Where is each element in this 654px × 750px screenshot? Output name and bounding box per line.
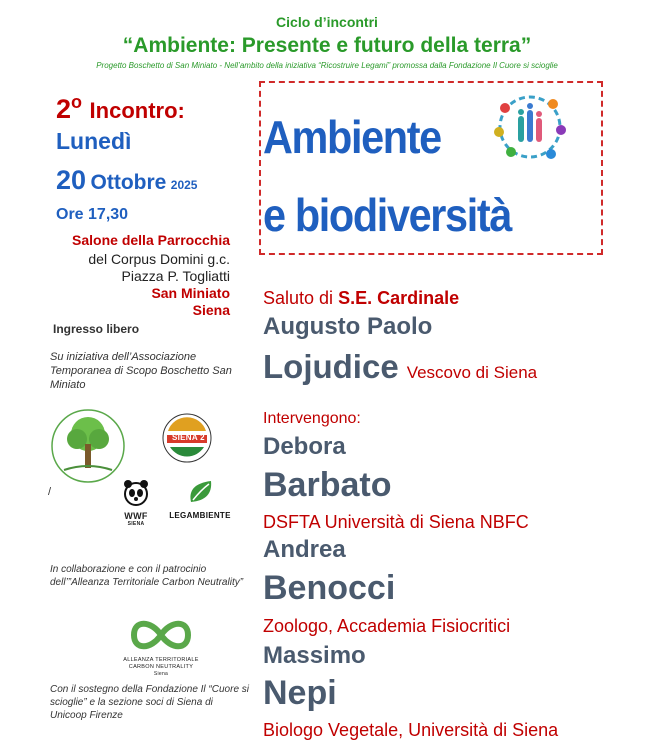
cardinal-first-name: Augusto Paolo [263,313,433,340]
atcn-logo [120,618,202,682]
series-title: “Ambiente: Presente e futuro della terra” [122,34,532,57]
speaker-first-name: Andrea [263,536,346,563]
collaboration-note: In collaborazione e con il patrocinio dell’”Alleanza Territoriale Carbon Neutrality” [50,564,244,588]
panda-icon [121,478,151,506]
event-date [56,165,197,196]
atcn-text: ALLEANZA TERRITORIALE CARBON NEUTRALITY [123,657,199,670]
date-month: Ottobre [90,171,167,194]
speaker-affiliation: Zoologo, Accademia Fisiocritici [263,616,511,636]
date-year: 2025 [170,178,198,192]
initiative-note: Su iniziativa dell’Associazione Temporanea di Scopo Boschetto San Miniato [50,351,232,391]
event-time: Ore 17,30 [56,206,129,223]
tree-icon [50,408,126,484]
series-subtitle: Progetto Boschetto di San Miniato - Nell’ambito della iniziativa “Ricostruire Legami” promossa dalla Fondazione Il Cuore si scioglie [96,61,558,70]
meeting-label: Incontro: [89,98,185,123]
series-label: Ciclo d’incontri [276,14,378,30]
date-number: 20 [56,165,87,195]
cardinal-role: Vescovo di Siena [406,363,538,382]
topic-line-1: Ambiente [263,111,441,163]
biodiversity-globe [491,88,569,166]
meeting-sup: o [71,92,83,112]
boschetto-logo [50,408,126,484]
venue-line-3: Piazza P. Togliatti [121,268,230,284]
greeting-prefix: Saluto di [263,288,339,308]
greeting-line [263,288,459,309]
siena2-text: SIENA 2 [172,433,205,442]
speaker-last-name: Benocci [263,569,396,607]
greeting-title: S.E. Cardinale [338,288,460,308]
speaker-first-name: Massimo [263,642,366,669]
meeting-num: 2 [56,94,72,124]
support-note: Con il sostegno della Fondazione Il “Cuore si scioglie” e la sezione soci di Siena di Unicoop Firenze [50,684,249,721]
wwf-logo [118,478,154,538]
speaker-last-name: Nepi [263,674,337,712]
legambiente-logo [164,478,236,522]
cardinal-last-name: Lojudice [263,348,399,385]
venue-line-4: San Miniato [151,285,230,301]
wwf-sub: SIENA [127,521,145,527]
event-day: Lunedì [56,128,132,154]
venue-line-2: del Corpus Domini g.c. [88,251,230,267]
leaf-icon [185,478,215,506]
speaker-affiliation: DSFTA Università di Siena NBFC [263,512,529,532]
biodiversity-globe-icon [491,88,569,166]
wwf-text: WWF [124,511,148,521]
siena2-logo [162,413,212,463]
topic-line-2: e biodiversità [263,189,512,241]
venue-line-1: Salone della Parrocchia [72,232,230,248]
speaker-affiliation: Biologo Vegetale, Università di Siena [263,720,559,740]
atcn-sub: Siena [153,671,169,677]
speaker-first-name: Debora [263,433,346,460]
venue-line-5: Siena [192,302,230,318]
entry-note: Ingresso libero [53,322,140,336]
meeting-number [56,92,185,125]
speaker-last-name: Barbato [263,466,392,504]
cardinal-last-line [263,348,537,386]
speakers-label: Intervengono: [263,410,361,427]
separator-mark: / [48,486,52,498]
legambiente-text: LEGAMBIENTE [169,511,231,520]
infinity-icon [126,618,196,652]
